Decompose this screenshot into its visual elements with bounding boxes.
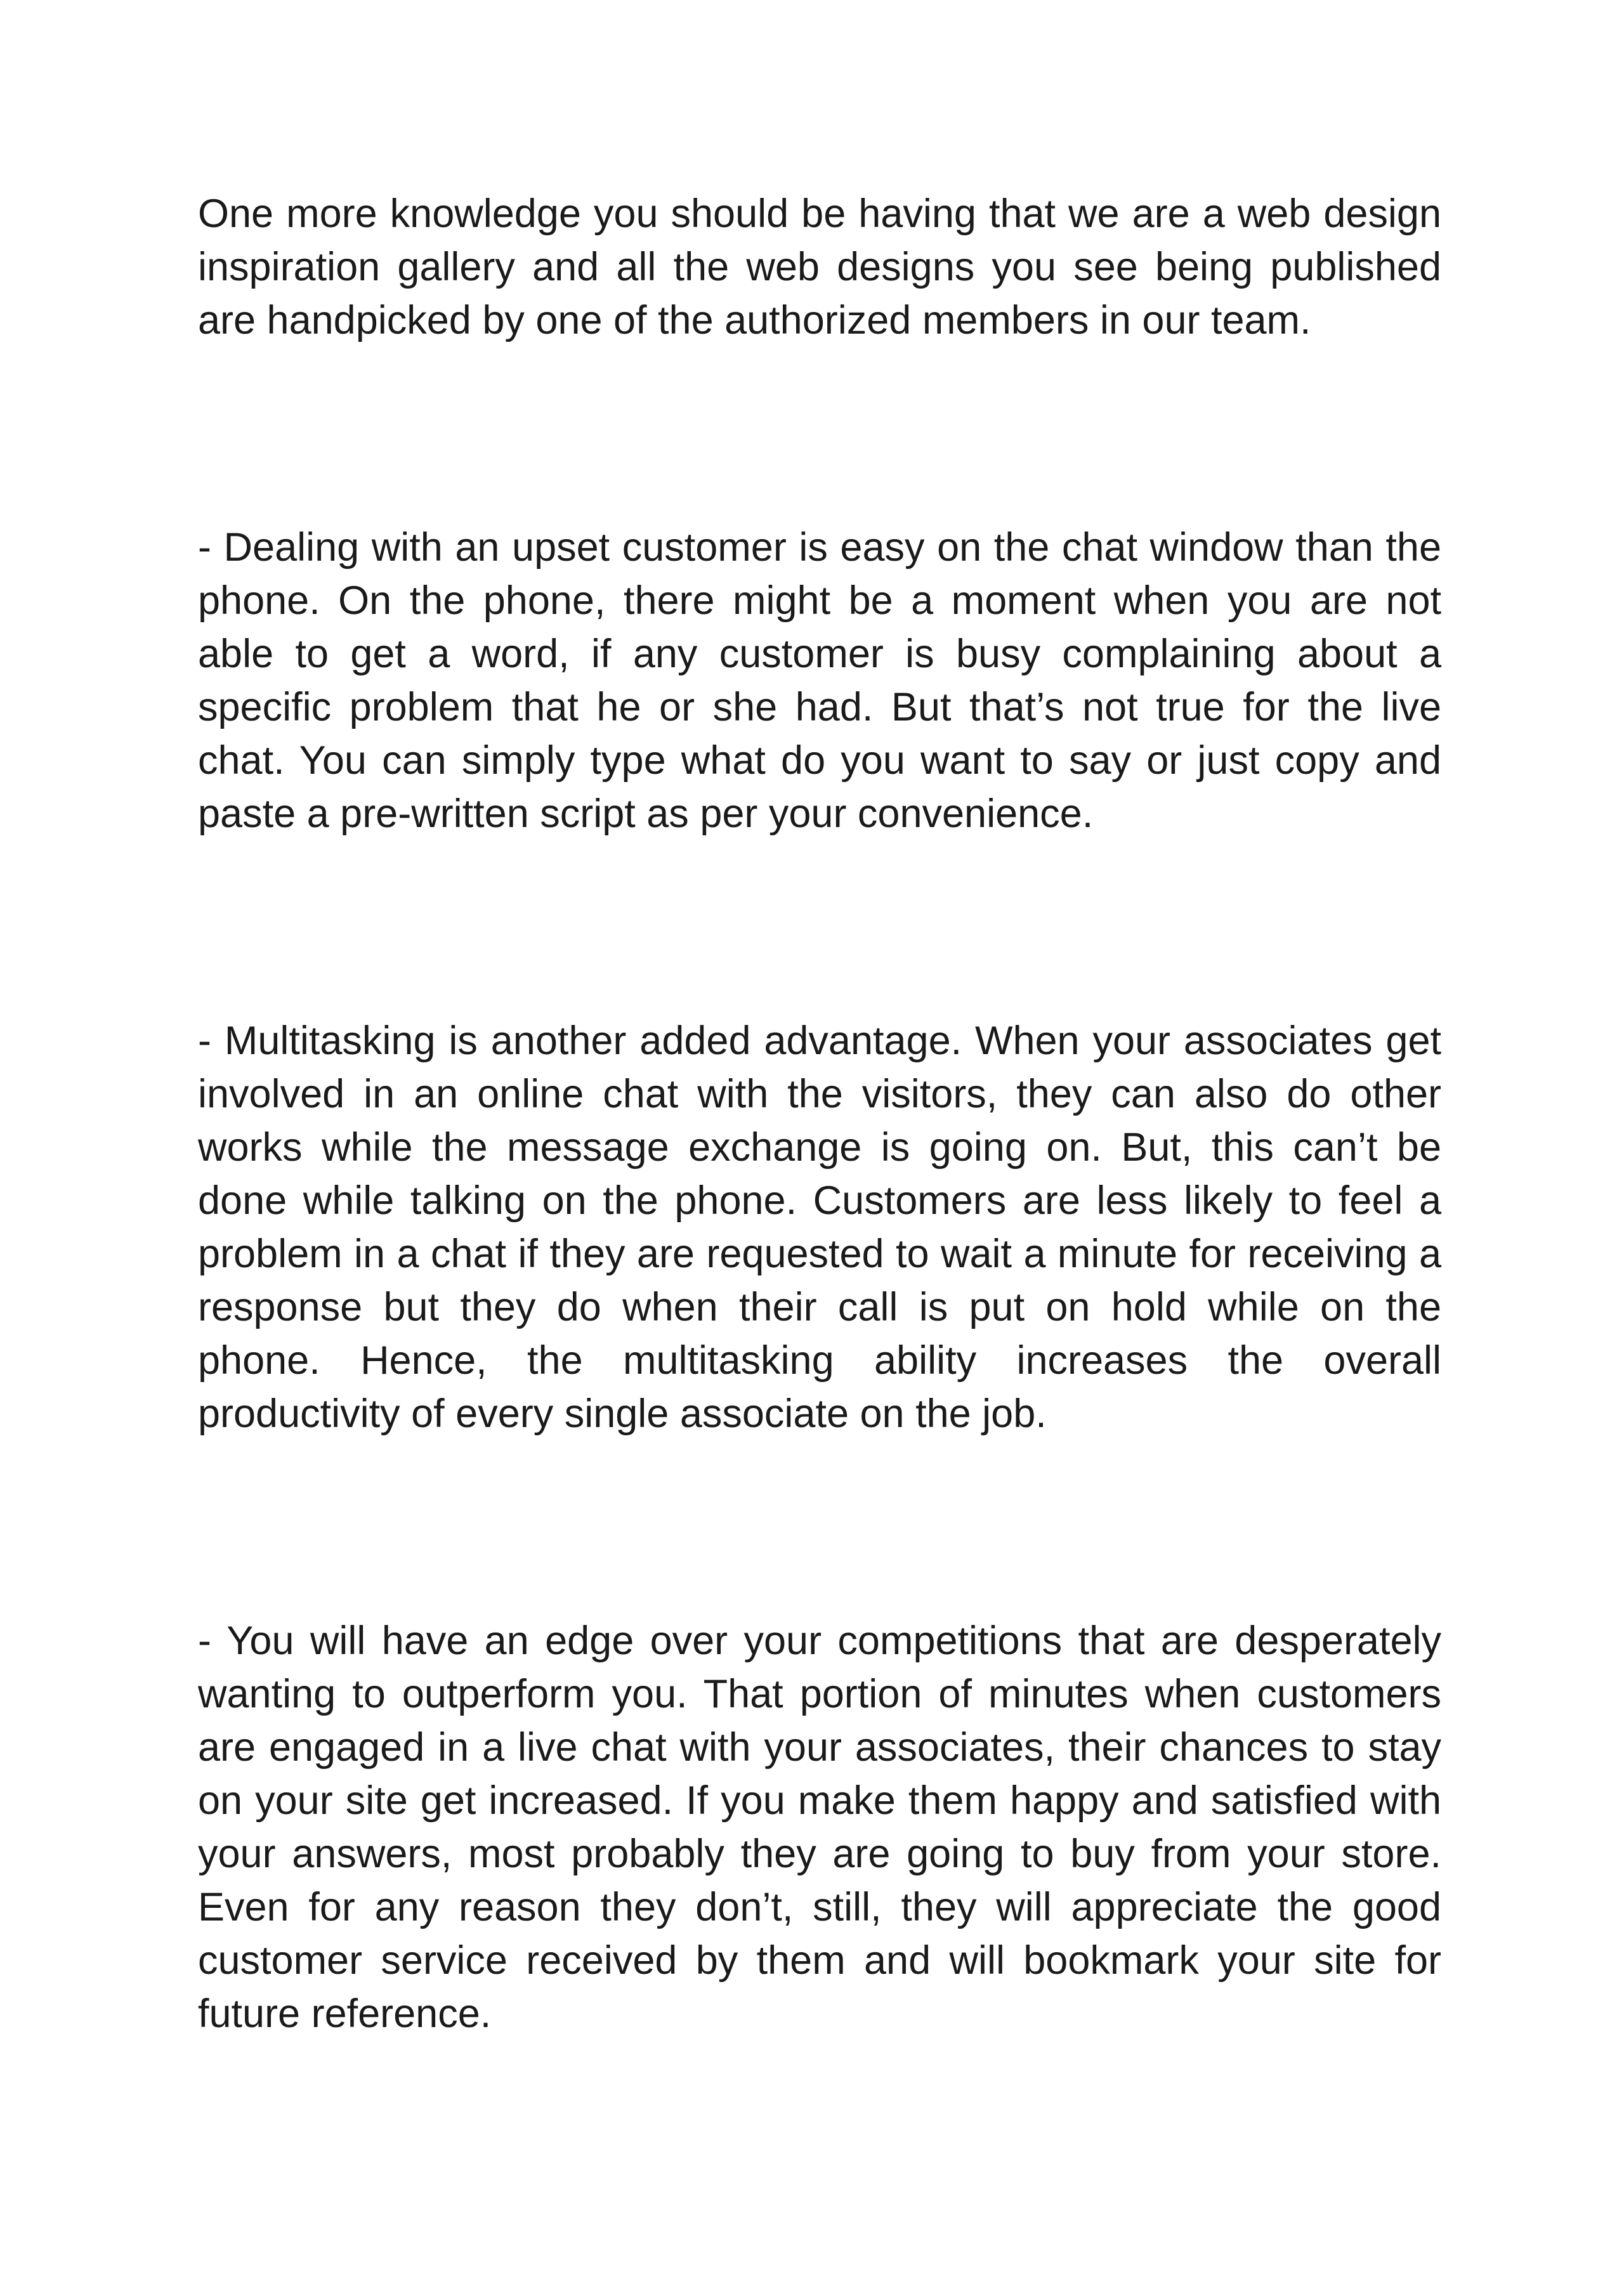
paragraph-multitasking: - Multitasking is another added advantage. When your associates get involved in an online chat with the visitors, they can also do other works while the message exchange is going on. But, this can’t be done while talking on the phone. Customers are less likely to feel a problem in a chat if they are requested to wait a minute for receiving a response but they do when their call is put on hold while on the phone. Hence, the multitasking ability increases the overall productivity of every single associate on the job. xyxy=(198,1019,1441,1436)
paragraph-competitive-edge: - You will have an edge over your competitions that are desperately wanting to outperform you. That portion of minutes when customers are engaged in a live chat with your associates, their chances to stay on your site get increased. If you make them happy and satisfied with your answers, most probably they are going to buy from your store. Even for any reason they don’t, still, they will appreciate the good customer service received by them and will bookmark your site for future reference. xyxy=(198,1619,1441,2036)
document-body xyxy=(198,187,1441,2040)
paragraph-upset-customer: - Dealing with an upset customer is easy on the chat window than the phone. On the phone, there might be a moment when you are not able to get a word, if any customer is busy complaining about a specific problem that he or she had. But that’s not true for the live chat. You can simply type what do you want to say or just copy and paste a pre-written script as per your convenience. xyxy=(198,525,1441,836)
paragraph-intro: One more knowledge you should be having that we are a web design inspiration gallery and all the web designs you see being published are handpicked by one of the authorized members in our team. xyxy=(198,192,1441,342)
